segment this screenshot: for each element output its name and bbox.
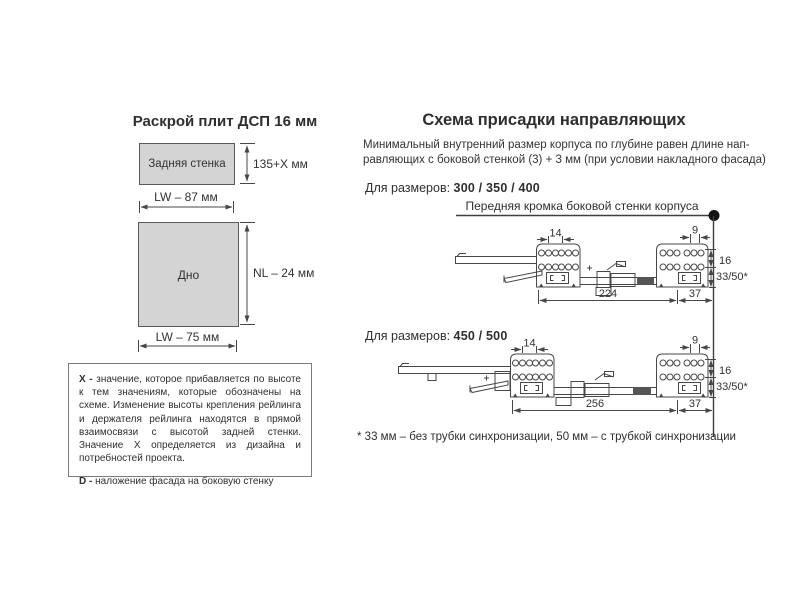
note-d-term: D - xyxy=(79,476,93,488)
cutting-title: Раскрой плит ДСП 16 мм xyxy=(132,113,318,130)
bottom-panel-width-dim: LW – 75 мм xyxy=(155,330,220,344)
svg-text:37: 37 xyxy=(688,288,702,300)
sync-footnote: * 33 мм – без трубки синхронизации, 50 мм – с трубкой синхронизации xyxy=(357,431,736,443)
svg-text:224: 224 xyxy=(598,288,618,300)
bottom-panel-rect xyxy=(138,222,239,327)
note-box xyxy=(68,363,312,488)
front-edge-dot xyxy=(709,210,720,221)
note-x-term: X - xyxy=(79,374,93,385)
bottom-panel-label: Дно xyxy=(177,267,200,282)
d2-dim-heights xyxy=(705,360,749,398)
back-panel-rect xyxy=(139,143,235,185)
note-x xyxy=(79,373,301,465)
svg-text:256: 256 xyxy=(585,398,605,410)
intro-line-1: Минимальный внутренний размер корпуса по глубине равен длине нап- xyxy=(363,139,750,151)
front-edge-reference xyxy=(453,210,720,437)
slide-drawing-450-500 xyxy=(398,335,749,415)
back-panel-width-dim: LW – 87 мм xyxy=(154,190,218,204)
sizes2-label: Для размеров: xyxy=(365,329,451,343)
svg-text:9: 9 xyxy=(691,334,699,347)
intro-line-2: равляющих с боковой стенкой (3) + 3 мм (при условии накладного фасада) xyxy=(363,154,766,166)
back-panel-height-dim: 135+X мм xyxy=(253,157,308,171)
bottom-panel-height-dim: NL – 24 мм xyxy=(253,266,315,280)
d1-dim-hole-pitch-right xyxy=(680,225,710,244)
note-d-text: наложение фасада на боковую стенку xyxy=(95,476,274,488)
front-edge-label: Передняя кромка боковой стенки корпуса xyxy=(465,199,699,213)
sizes-450-500 xyxy=(365,329,507,343)
d1-dim-hole-pitch xyxy=(537,228,574,244)
svg-text:9: 9 xyxy=(691,224,699,237)
d1-dim-heights xyxy=(705,250,749,288)
slide-drawing-300-400 xyxy=(455,225,749,305)
svg-text:16: 16 xyxy=(719,255,732,267)
note-x-text: значение, которое прибавляется по высоте к тем значениям, которые обозначены на схеме. Изменение высоты крепления рейлинга и держателя рейлинга находятся в прямой взаимосвязи с высотой задней стенки. Значение X определяется из дизайна и потребностей проекта. xyxy=(79,374,301,465)
d2-dim-hole-pitch-right xyxy=(680,335,710,354)
svg-text:37: 37 xyxy=(688,398,702,410)
back-panel-label: Задняя стенка xyxy=(148,158,226,170)
note-d xyxy=(79,475,301,488)
sizes2-values: 450 / 500 xyxy=(453,329,508,343)
d2-dim-hole-pitch xyxy=(511,338,548,354)
d2-dim-lengths xyxy=(513,398,713,414)
svg-text:16: 16 xyxy=(719,365,732,377)
sizes-300-350-400 xyxy=(365,181,540,195)
drilling-title: Схема присадки направляющих xyxy=(422,111,686,129)
sizes1-values: 300 / 350 / 400 xyxy=(453,181,540,195)
svg-text:14: 14 xyxy=(523,337,536,350)
svg-text:33/50*: 33/50* xyxy=(716,271,748,283)
sizes1-label: Для размеров: xyxy=(365,181,451,195)
svg-text:33/50*: 33/50* xyxy=(716,381,748,393)
svg-text:14: 14 xyxy=(549,227,562,240)
d1-dim-lengths xyxy=(539,288,713,304)
